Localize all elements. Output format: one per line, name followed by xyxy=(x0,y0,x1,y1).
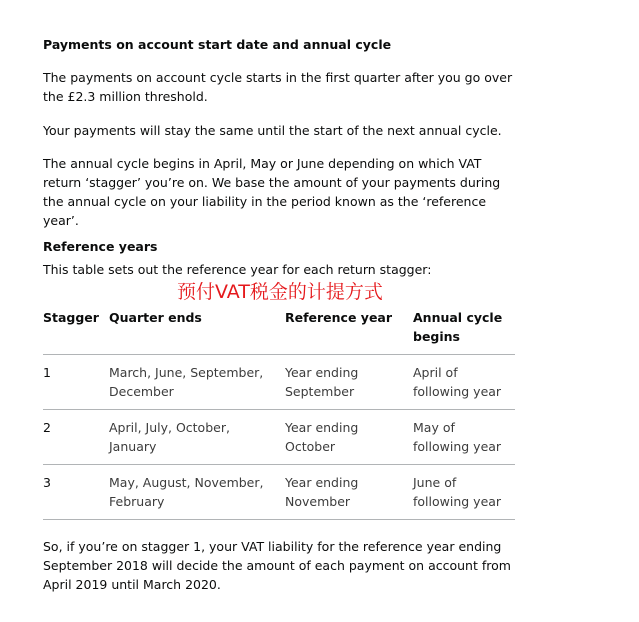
cell-annual-cycle: May of following year xyxy=(413,410,515,465)
paragraph-annual-cycle: The annual cycle begins in April, May or June depending on which VAT return ‘stagger’ you’re on. We base the amount of your payments during the annual cycle on your liability in the period known as the ‘reference year’. xyxy=(43,156,501,228)
cell-quarter-ends: March, June, September, December xyxy=(109,355,285,410)
header-stagger: Stagger xyxy=(43,306,109,355)
cell-annual-cycle: June of following year xyxy=(413,465,515,520)
cell-reference-year: Year ending November xyxy=(285,465,413,520)
paragraph-closing-example: So, if you’re on stagger 1, your VAT liability for the reference year ending September 2018 will decide the amount of each payment on account from April 2019 until March 2020. xyxy=(43,539,511,592)
cell-stagger: 2 xyxy=(43,410,109,465)
section-heading-start-date: Payments on account start date and annual cycle xyxy=(43,37,392,52)
cell-reference-year: Year ending September xyxy=(285,355,413,410)
header-reference-year: Reference year xyxy=(285,306,413,355)
table-row xyxy=(43,465,515,520)
header-quarter-ends: Quarter ends xyxy=(109,306,285,355)
cell-stagger: 3 xyxy=(43,465,109,520)
cell-quarter-ends: April, July, October, January xyxy=(109,410,285,465)
paragraph-payments-same: Your payments will stay the same until the start of the next annual cycle. xyxy=(43,123,502,138)
table-row xyxy=(43,410,515,465)
cell-quarter-ends: May, August, November, February xyxy=(109,465,285,520)
paragraph-table-intro: This table sets out the reference year for each return stagger: xyxy=(43,262,432,277)
reference-years-table xyxy=(43,306,515,520)
header-annual-cycle-begins: Annual cycle begins xyxy=(413,306,515,355)
section-heading-reference-years: Reference years xyxy=(43,239,158,254)
cell-reference-year: Year ending October xyxy=(285,410,413,465)
table-header-row xyxy=(43,306,515,355)
cell-stagger: 1 xyxy=(43,355,109,410)
cell-annual-cycle: April of following year xyxy=(413,355,515,410)
table-row xyxy=(43,355,515,410)
chinese-annotation: 预付VAT税金的计提方式 xyxy=(177,281,383,303)
paragraph-cycle-start: The payments on account cycle starts in the first quarter after you go over the £2.3 million threshold. xyxy=(43,70,513,104)
